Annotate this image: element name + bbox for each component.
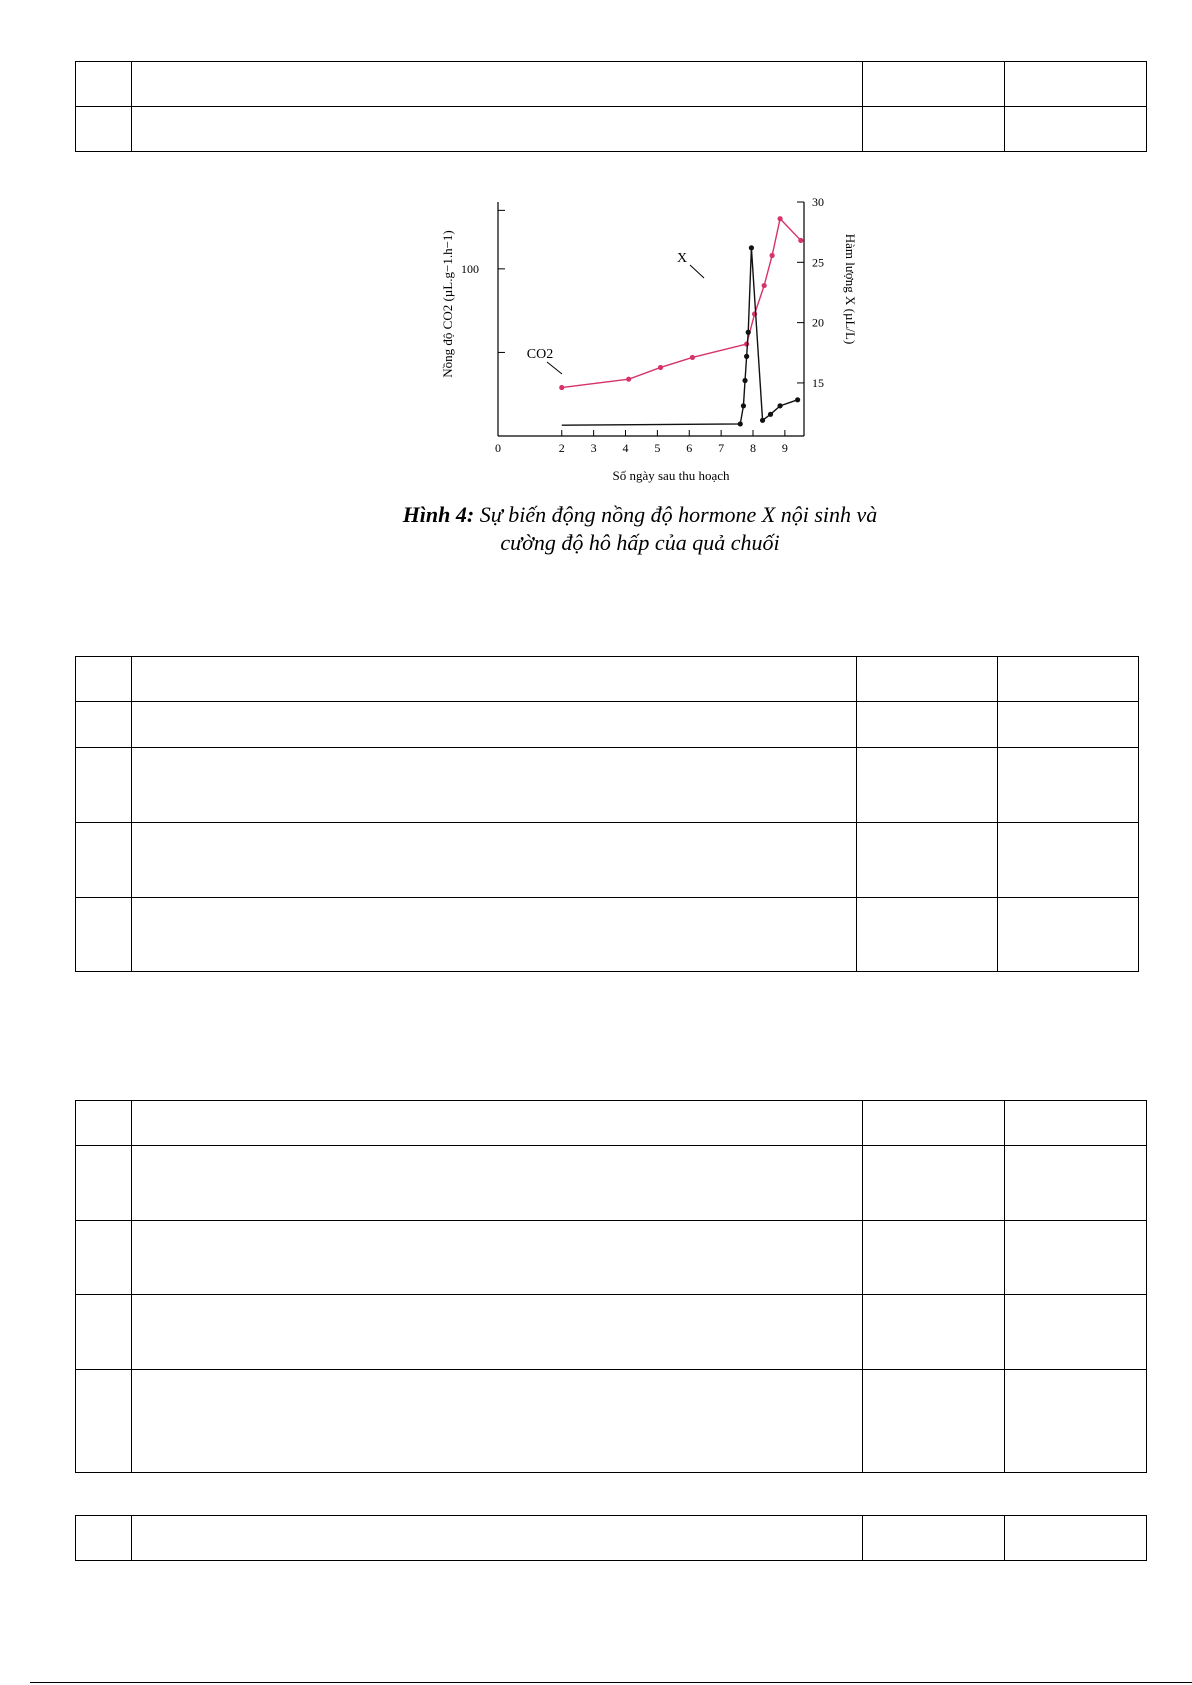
table-cell: [76, 748, 132, 823]
table-cell: [132, 1516, 863, 1561]
table-cell: [998, 823, 1139, 898]
series-line-x: [562, 248, 798, 425]
page-footer-rule: [30, 1682, 1192, 1683]
table-cell: [132, 1370, 863, 1473]
data-point: [559, 385, 564, 390]
data-point: [749, 245, 754, 250]
answer-table-2: [75, 656, 1139, 972]
x-tick-label: 7: [718, 441, 725, 455]
x-tick-label: 5: [654, 441, 661, 455]
y-right-tick-label: 15: [812, 375, 824, 390]
y-right-tick-label: 30: [812, 195, 824, 209]
table-cell: [132, 748, 857, 823]
x-tick-label: 6: [686, 441, 693, 455]
table-cell: [998, 898, 1139, 972]
table-row: [76, 748, 1139, 823]
data-point: [746, 330, 751, 335]
table-cell: [1005, 1295, 1147, 1370]
table-row: [76, 1516, 1147, 1561]
answer-table-3: [75, 1100, 1147, 1473]
caption-label: Hình 4:: [402, 502, 475, 527]
data-point: [738, 421, 743, 426]
table-cell: [1005, 1146, 1147, 1221]
table-cell: [76, 1295, 132, 1370]
table-cell: [857, 657, 998, 702]
table-row: [76, 1101, 1147, 1146]
data-point: [760, 418, 765, 423]
table-cell: [857, 702, 998, 748]
data-point: [741, 403, 746, 408]
table-cell: [132, 657, 857, 702]
figure-4-chart: [430, 190, 870, 500]
y-right-tick-label: 25: [812, 255, 824, 270]
data-point: [777, 403, 782, 408]
table-row: [76, 1146, 1147, 1221]
table-cell: [132, 702, 857, 748]
x-tick-label: 3: [590, 441, 597, 455]
table-cell: [998, 702, 1139, 748]
table-cell: [863, 1516, 1005, 1561]
x-tick-label: 2: [558, 441, 565, 455]
table-cell: [863, 1101, 1005, 1146]
table-cell: [76, 1370, 132, 1473]
table-row: [76, 898, 1139, 972]
data-point: [744, 354, 749, 359]
x-tick-label: 9: [781, 441, 788, 455]
table-cell: [863, 1221, 1005, 1295]
x-axis-label: Số ngày sau thu hoạch: [612, 468, 730, 483]
table-cell: [1005, 1221, 1147, 1295]
table-cell: [1005, 107, 1147, 152]
table-cell: [76, 1146, 132, 1221]
table-cell: [76, 1221, 132, 1295]
x-tick-label: 8: [750, 441, 756, 455]
table-cell: [857, 748, 998, 823]
table-cell: [132, 1221, 863, 1295]
annotation-co2-label: CO2: [526, 347, 554, 362]
table-row: [76, 1295, 1147, 1370]
table-row: [76, 107, 1147, 152]
table-row: [76, 657, 1139, 702]
answer-table-1: [75, 61, 1147, 152]
data-point: [690, 355, 695, 360]
table-row: [76, 1221, 1147, 1295]
data-point: [762, 283, 767, 288]
table-cell: [76, 657, 132, 702]
data-point: [798, 238, 803, 243]
table-cell: [1005, 1101, 1147, 1146]
y-right-axis-label: Hàm lượng X (µL/L): [843, 233, 858, 345]
annotation-co2-leader: [547, 362, 562, 374]
table-cell: [132, 1295, 863, 1370]
table-row: [76, 1370, 1147, 1473]
table-cell: [863, 1370, 1005, 1473]
x-tick-label: 4: [622, 441, 629, 455]
y-left-axis-label: Nồng độ CO2 (µL.g−1.h−1): [440, 230, 455, 378]
table-cell: [132, 107, 863, 152]
table-cell: [998, 657, 1139, 702]
data-point: [658, 365, 663, 370]
table-cell: [76, 1101, 132, 1146]
table-cell: [76, 62, 132, 107]
chart-svg: [430, 190, 870, 500]
table-cell: [76, 702, 132, 748]
y-left-tick-label: 100: [461, 261, 479, 276]
annotation-x-leader: [690, 265, 704, 278]
table-cell: [132, 898, 857, 972]
table-cell: [857, 898, 998, 972]
table-cell: [132, 1101, 863, 1146]
y-right-tick-label: 20: [812, 315, 824, 330]
table-row: [76, 62, 1147, 107]
table-cell: [857, 823, 998, 898]
data-point: [770, 253, 775, 258]
data-point: [777, 216, 782, 221]
figure-caption: [380, 501, 900, 557]
table-cell: [132, 62, 863, 107]
answer-table-4: [75, 1515, 1147, 1561]
table-cell: [1005, 1516, 1147, 1561]
table-row: [76, 823, 1139, 898]
table-cell: [132, 1146, 863, 1221]
series-line-co2: [562, 219, 801, 388]
table-cell: [863, 1295, 1005, 1370]
caption-text: Sự biến động nồng độ hormone X nội sinh và cường độ hô hấp của quả chuối: [474, 502, 878, 555]
table-cell: [1005, 62, 1147, 107]
table-cell: [76, 1516, 132, 1561]
table-cell: [76, 898, 132, 972]
table-cell: [132, 823, 857, 898]
table-cell: [1005, 1370, 1147, 1473]
table-cell: [76, 107, 132, 152]
x-tick-label: 0: [495, 441, 501, 455]
table-row: [76, 702, 1139, 748]
table-cell: [863, 62, 1005, 107]
table-cell: [863, 107, 1005, 152]
data-point: [626, 377, 631, 382]
table-cell: [998, 748, 1139, 823]
data-point: [742, 378, 747, 383]
data-point: [768, 412, 773, 417]
table-cell: [863, 1146, 1005, 1221]
table-cell: [76, 823, 132, 898]
annotation-x-label: X: [676, 251, 688, 266]
data-point: [795, 397, 800, 402]
